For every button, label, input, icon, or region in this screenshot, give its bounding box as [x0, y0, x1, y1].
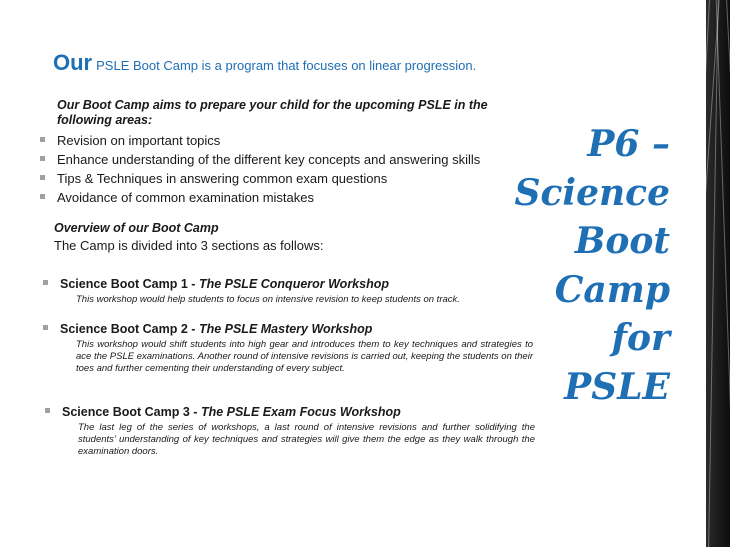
bullet-icon [43, 325, 48, 330]
camp-section-1 [43, 276, 533, 306]
camp-description: This workshop would shift students into high gear and introduces them to key techniques and strategies to ace the PSLE examinations. Another round of intensive revisions is carried out, keeping the students on their toes and further cementing their understanding of every subject. [76, 339, 533, 374]
side-title-line: for [611, 317, 670, 359]
aims-heading: Our Boot Camp aims to prepare your child for the upcoming PSLE in the following areas: [57, 98, 488, 127]
side-title-line: PSLE [564, 365, 670, 408]
side-title-line: Science [514, 171, 670, 214]
bullet-icon [43, 280, 48, 285]
side-title [495, 120, 670, 411]
camp-title: Science Boot Camp 1 - The PSLE Conqueror Workshop [43, 276, 533, 292]
side-title-line: Boot [574, 220, 670, 262]
bullet-icon [40, 175, 45, 180]
slide-title [53, 50, 476, 76]
list-item: Avoidance of common examination mistakes [40, 188, 480, 207]
camp-section-2 [43, 321, 533, 375]
camp-section-3 [45, 404, 535, 458]
side-title-line: P6 – [587, 123, 670, 165]
bullet-icon [45, 408, 50, 413]
camp-title: Science Boot Camp 3 - The PSLE Exam Focus Workshop [45, 404, 535, 420]
decorative-side-panel [706, 0, 730, 547]
camp-title: Science Boot Camp 2 - The PSLE Mastery Workshop [43, 321, 533, 337]
bullet-icon [40, 156, 45, 161]
title-text: PSLE Boot Camp is a program that focuses on linear progression. [96, 58, 477, 73]
list-item: Enhance understanding of the different key concepts and answering skills [40, 150, 480, 169]
list-item: Revision on important topics [40, 131, 480, 150]
bullet-icon [40, 137, 45, 142]
bullet-icon [40, 194, 45, 199]
overview-subtitle: The Camp is divided into 3 sections as follows: [54, 238, 324, 253]
camp-description: The last leg of the series of workshops, a last round of intensive revisions and further solidifying the students’ understanding of key techniques and strategies will give them the edge as they walk through the examination doors. [78, 422, 535, 457]
overview-heading: Overview of our Boot Camp [54, 221, 219, 235]
list-item: Tips & Techniques in answering common exam questions [40, 169, 480, 188]
side-title-line: Camp [554, 268, 670, 311]
title-our: Our [53, 50, 93, 75]
camp-description: This workshop would help students to focus on intensive revision to keep students on track. [76, 294, 460, 305]
areas-list [40, 131, 480, 207]
